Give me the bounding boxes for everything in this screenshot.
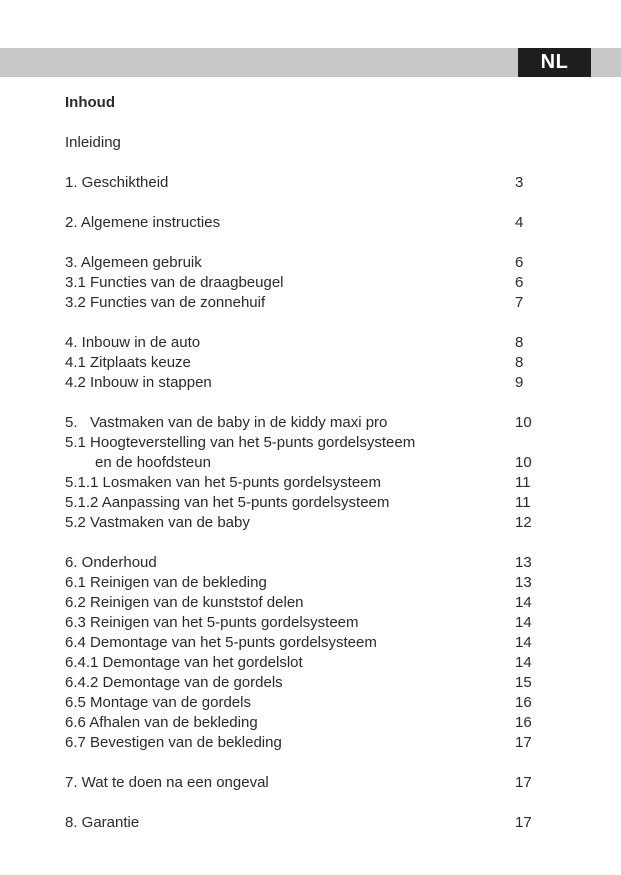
toc-label: 6.4.1 Demontage van het gordelslot: [65, 654, 303, 671]
toc-entry-5-1-2[interactable]: [65, 493, 540, 513]
toc-label: 6.1 Reinigen van de bekleding: [65, 574, 267, 591]
toc-entry-6-4[interactable]: [65, 633, 540, 653]
toc-label: 5.2 Vastmaken van de baby: [65, 514, 250, 531]
toc-label: 6.6 Afhalen van de bekleding: [65, 714, 258, 731]
toc-page-number: 6: [515, 274, 524, 291]
toc-page-number: 17: [515, 774, 532, 791]
toc-entry-5-1[interactable]: [65, 433, 540, 453]
toc-label: 2. Algemene instructies: [65, 214, 221, 231]
toc-page-number: 12: [515, 514, 532, 531]
toc-page-number: 11: [515, 494, 531, 511]
toc-entry-6-4-1[interactable]: [65, 653, 540, 673]
toc-entry-4-1[interactable]: [65, 353, 540, 373]
toc-entry-3-2[interactable]: [65, 293, 540, 313]
toc-label: 5. Vastmaken van de baby in de kiddy maxi pro: [65, 414, 388, 431]
toc-label: 5.1.1 Losmaken van het 5-punts gordelsysteem: [65, 474, 382, 491]
toc-label: 3.1 Functies van de draagbeugel: [65, 274, 284, 291]
toc-entry-6-5[interactable]: [65, 693, 540, 713]
toc-label: 4.2 Inbouw in stappen: [65, 374, 212, 391]
toc-label: 4.1 Zitplaats keuze: [65, 354, 191, 371]
toc-entry-6[interactable]: [65, 553, 540, 573]
toc-label: Inleiding: [65, 134, 121, 151]
toc-label: en de hoofdsteun: [95, 454, 211, 471]
table-of-contents: [65, 133, 540, 833]
toc-label: 6. Onderhoud: [65, 554, 157, 571]
toc-entry-6-7[interactable]: [65, 733, 540, 753]
toc-page-number: 10: [515, 454, 532, 471]
toc-label: 3. Algemeen gebruik: [65, 254, 202, 271]
toc-label: 4. Inbouw in de auto: [65, 334, 201, 351]
toc-page-number: 13: [515, 554, 532, 571]
toc-page-number: 7: [515, 294, 524, 311]
toc-entry-5-1-continued[interactable]: [65, 453, 540, 473]
toc-label: 8. Garantie: [65, 814, 140, 831]
toc-page-number: 14: [515, 594, 532, 611]
toc-page-number: 3: [515, 174, 524, 191]
toc-entry-6-3[interactable]: [65, 613, 540, 633]
toc-entry-6-1[interactable]: [65, 573, 540, 593]
toc-label: 3.2 Functies van de zonnehuif: [65, 294, 266, 311]
toc-page-number: 14: [515, 634, 532, 651]
page-title: Inhoud: [65, 94, 115, 111]
toc-page-number: 4: [515, 214, 524, 231]
toc-label: 6.4.2 Demontage van de gordels: [65, 674, 283, 691]
toc-label: 6.7 Bevestigen van de bekleding: [65, 734, 282, 751]
toc-entry-introduction[interactable]: [65, 133, 540, 153]
toc-entry-3[interactable]: [65, 253, 540, 273]
toc-page-number: 17: [515, 734, 532, 751]
toc-label: 6.5 Montage van de gordels: [65, 694, 251, 711]
language-badge: NL: [518, 48, 591, 77]
toc-label: 5.1.2 Aanpassing van het 5-punts gordelsysteem: [65, 494, 390, 511]
toc-page-number: 8: [515, 334, 524, 351]
toc-page-number: 10: [515, 414, 532, 431]
toc-entry-5-1-1[interactable]: [65, 473, 540, 493]
toc-entry-8[interactable]: [65, 813, 540, 833]
toc-page-number: 11: [515, 474, 531, 491]
toc-label: 6.2 Reinigen van de kunststof delen: [65, 594, 304, 611]
toc-label: 6.3 Reinigen van het 5-punts gordelsysteem: [65, 614, 359, 631]
toc-page-number: 13: [515, 574, 532, 591]
toc-entry-1[interactable]: [65, 173, 540, 193]
toc-entry-6-2[interactable]: [65, 593, 540, 613]
toc-page-number: 14: [515, 654, 532, 671]
toc-entry-4-2[interactable]: [65, 373, 540, 393]
toc-label: 1. Geschiktheid: [65, 174, 169, 191]
toc-page-number: 9: [515, 374, 524, 391]
toc-page-number: 16: [515, 694, 532, 711]
toc-entry-5-2[interactable]: [65, 513, 540, 533]
toc-entry-3-1[interactable]: [65, 273, 540, 293]
toc-entry-2[interactable]: [65, 213, 540, 233]
toc-page-number: 8: [515, 354, 524, 371]
toc-page-number: 15: [515, 674, 532, 691]
toc-entry-4[interactable]: [65, 333, 540, 353]
toc-label: 7. Wat te doen na een ongeval: [65, 774, 269, 791]
toc-entry-5[interactable]: [65, 413, 540, 433]
toc-entry-7[interactable]: [65, 773, 540, 793]
toc-label: 5.1 Hoogteverstelling van het 5-punts gordelsysteem: [65, 434, 416, 451]
toc-page-number: 17: [515, 814, 532, 831]
toc-entry-6-6[interactable]: [65, 713, 540, 733]
toc-page-number: 14: [515, 614, 532, 631]
toc-page-number: 16: [515, 714, 532, 731]
toc-page-number: 6: [515, 254, 524, 271]
toc-entry-6-4-2[interactable]: [65, 673, 540, 693]
toc-label: 6.4 Demontage van het 5-punts gordelsysteem: [65, 634, 377, 651]
